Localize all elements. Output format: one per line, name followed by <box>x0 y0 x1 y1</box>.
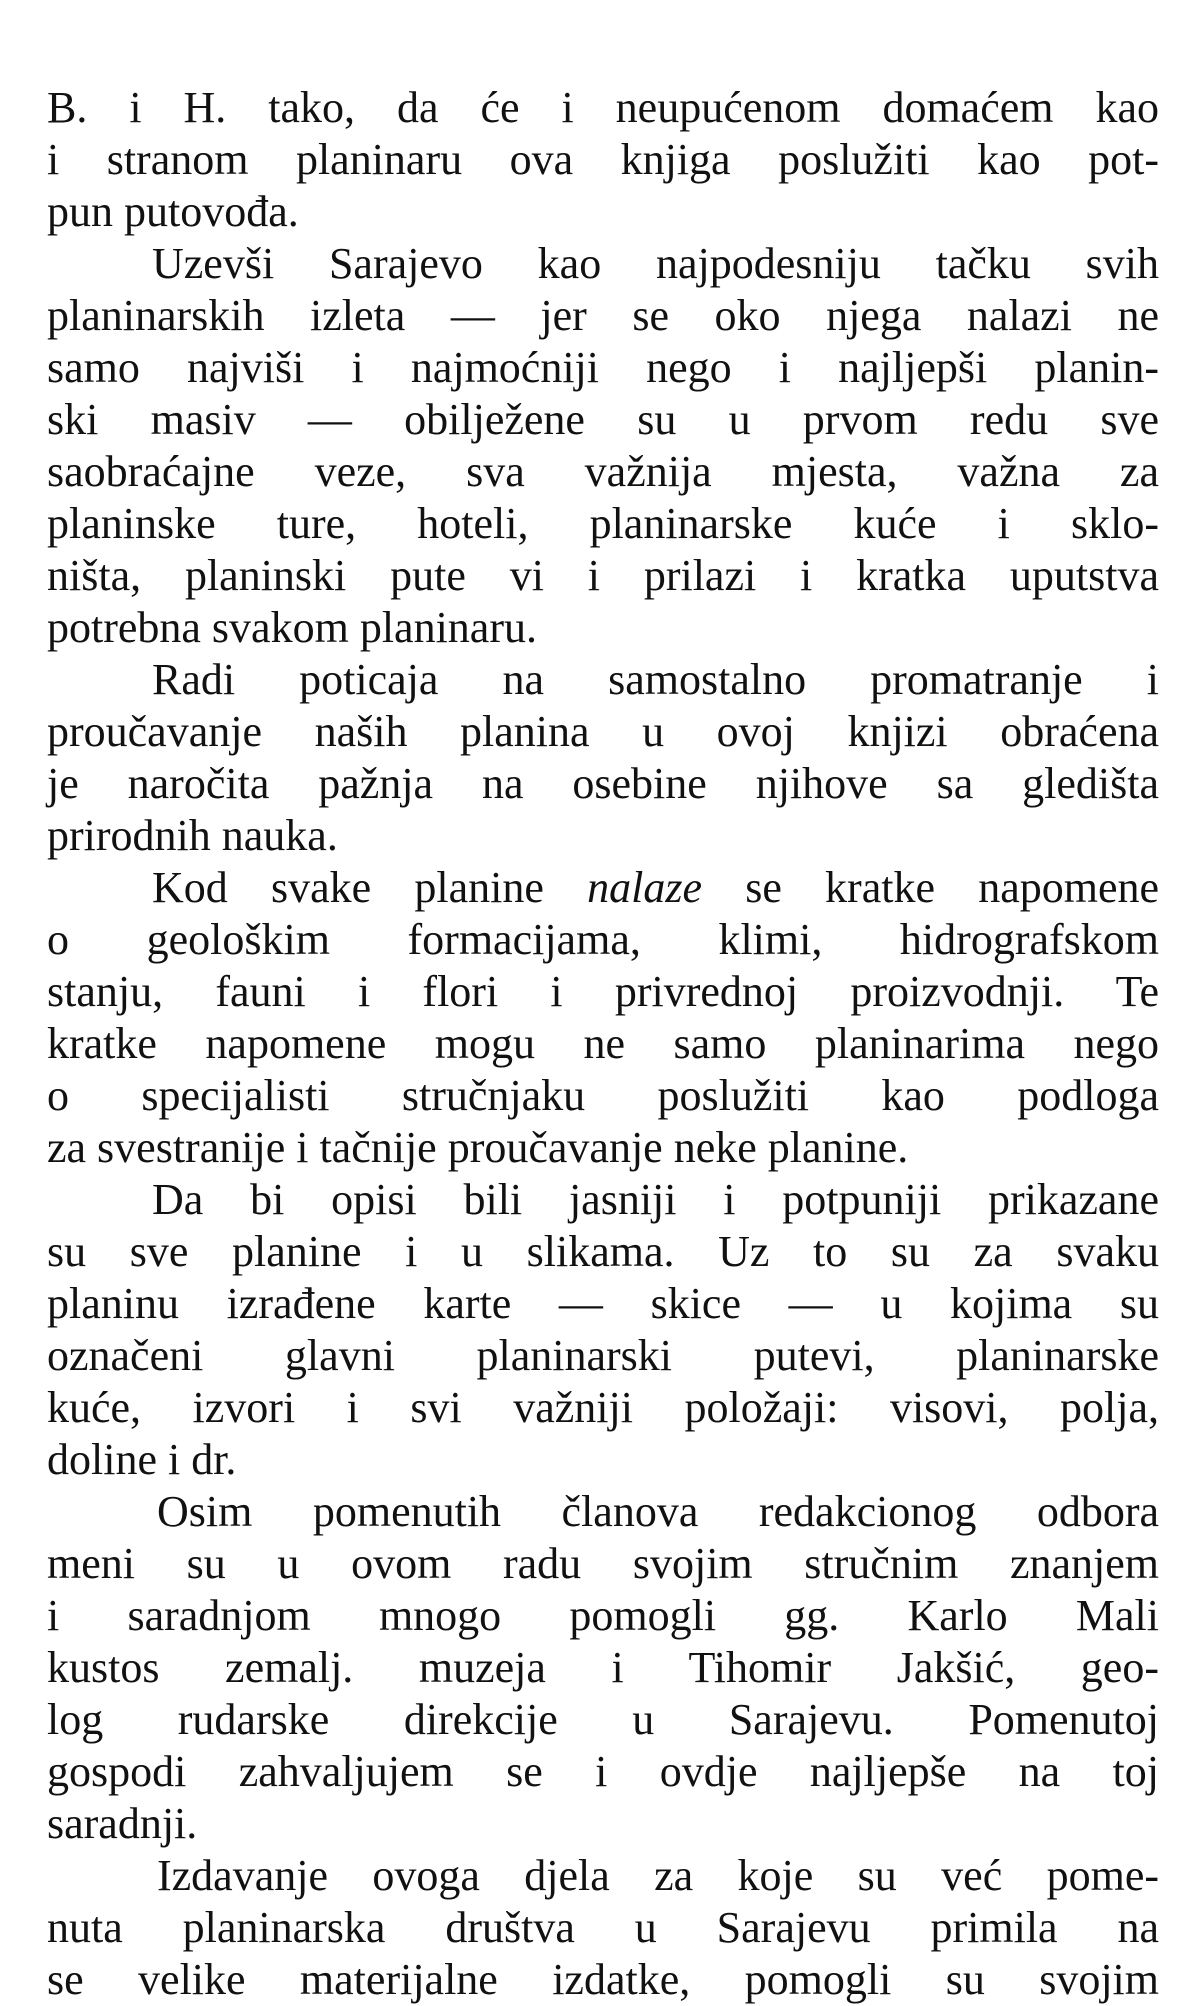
text-line: stanju, fauni i flori i privrednoj proizvodnji. Te <box>47 967 1159 1016</box>
paragraph-first-line: Radi poticaja na samostalno promatranje i <box>152 655 1159 704</box>
text-line: su sve planine i u slikama. Uz to su za svaku <box>47 1227 1159 1276</box>
text-line: ski masiv — obilježene su u prvom redu sve <box>47 395 1159 444</box>
text-line: označeni glavni planinarski putevi, planinarske <box>47 1331 1159 1380</box>
text-line: o geološkim formacijama, klimi, hidrografskom <box>47 915 1159 964</box>
text-line: pun putovođa. <box>47 187 299 236</box>
text-line: gospodi zahvaljujem se i ovdje najljepše na toj <box>47 1747 1159 1796</box>
text-line: za svestranije i tačnije proučavanje neke planine. <box>47 1123 909 1172</box>
paragraph-first-line: Osim pomenutih članova redakcionog odbora <box>157 1487 1159 1536</box>
text-line: kustos zemalj. muzeja i Tihomir Jakšić, geo- <box>47 1643 1159 1692</box>
text-line: potrebna svakom planinaru. <box>47 603 537 652</box>
text-line: samo najviši i najmoćniji nego i najljepši planin- <box>47 343 1159 392</box>
text-line: proučavanje naših planina u ovoj knjizi obraćena <box>47 707 1159 756</box>
text-line: se velike materijalne izdatke, pomogli su svojim <box>47 1955 1159 2004</box>
text-line: planinske ture, hoteli, planinarske kuće i sklo- <box>47 499 1159 548</box>
paragraph-first-line: Izdavanje ovoga djela za koje su već pome- <box>157 1851 1159 1900</box>
text-line: ništa, planinski pute vi i prilazi i kratka uputstva <box>47 551 1159 600</box>
text-line: kratke napomene mogu ne samo planinarima nego <box>47 1019 1159 1068</box>
text-line: i saradnjom mnogo pomogli gg. Karlo Mali <box>47 1591 1159 1640</box>
text-line: doline i dr. <box>47 1435 237 1484</box>
text-line: log rudarske direkcije u Sarajevu. Pomenutoj <box>47 1695 1159 1744</box>
paragraph-first-line: Da bi opisi bili jasniji i potpuniji prikazane <box>152 1175 1159 1224</box>
text-segment: se kratke napomene <box>701 863 1160 912</box>
paragraph-first-line: Uzevši Sarajevo kao najpodesniju tačku svih <box>152 239 1159 288</box>
text-line: kuće, izvori i svi važniji položaji: visovi, polja, <box>47 1383 1159 1432</box>
text-line: i stranom planinaru ova knjiga poslužiti kao pot- <box>47 135 1159 184</box>
text-line: o specijalisti stručnjaku poslužiti kao podloga <box>47 1071 1159 1120</box>
text-line: planinarskih izleta — jer se oko njega nalazi ne <box>47 291 1159 340</box>
text-line: B. i H. tako, da će i neupućenom domaćem kao <box>47 83 1159 132</box>
text-line: planinu izrađene karte — skice — u kojima su <box>47 1279 1159 1328</box>
paragraph-first-line <box>152 862 1159 914</box>
italic-word: nalaze <box>587 863 702 912</box>
text-line: nuta planinarska društva u Sarajevu primila na <box>47 1903 1159 1952</box>
text-line: je naročita pažnja na osebine njihove sa gledišta <box>47 759 1159 808</box>
text-segment: Kod svake planine <box>152 863 588 912</box>
text-line: prirodnih nauka. <box>47 811 338 860</box>
text-line: meni su u ovom radu svojim stručnim znanjem <box>47 1539 1159 1588</box>
text-line: saobraćajne veze, sva važnija mjesta, važna za <box>47 447 1159 496</box>
text-line: saradnji. <box>47 1799 198 1848</box>
